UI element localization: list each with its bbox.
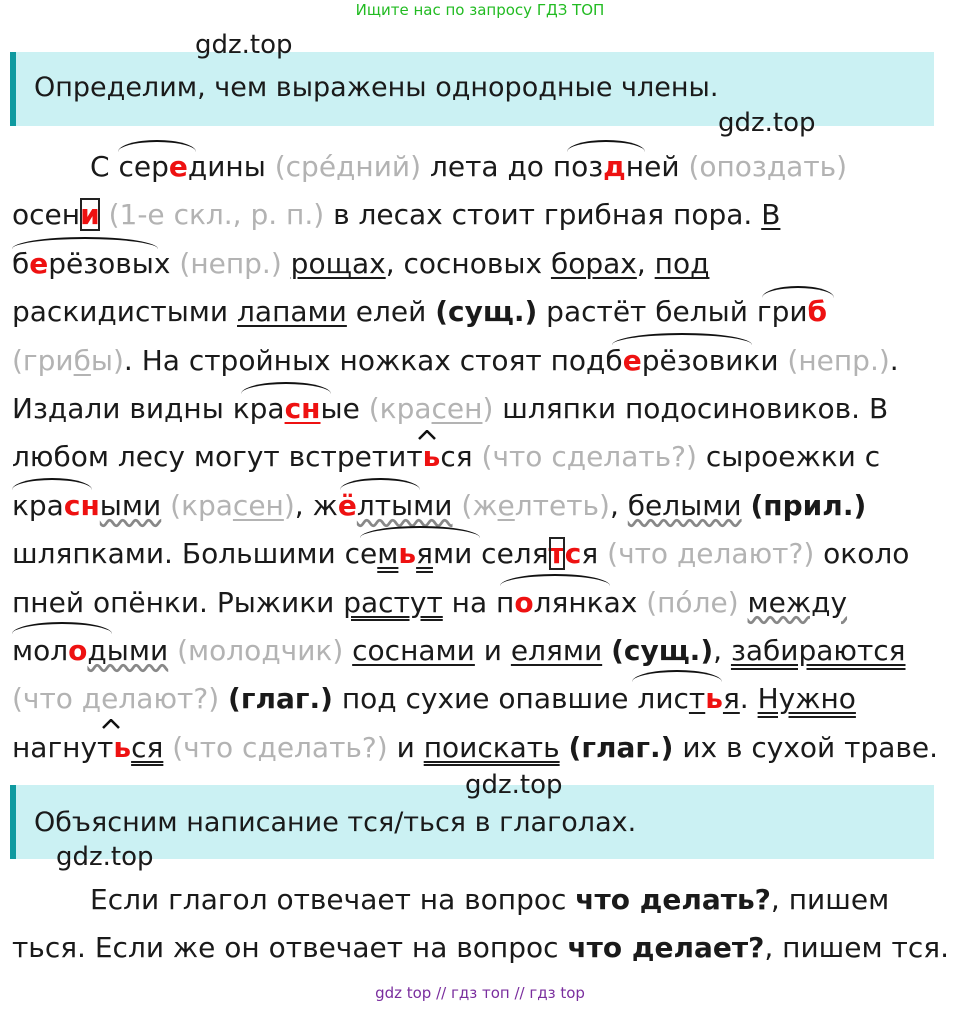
text-segment: , xyxy=(294,488,313,522)
text-segment: сыроежки с xyxy=(696,440,881,474)
explanation-text-part: Если глагол отвечает на вопрос xyxy=(90,883,576,916)
text-segment: ми селя xyxy=(432,537,549,571)
text-line xyxy=(12,627,947,675)
text-segment: пней опёнки. Рыжики xyxy=(12,585,344,619)
highlighted-letter: е xyxy=(168,150,188,183)
hint-word: (что делают?) xyxy=(12,682,220,716)
explanation-text-part: ться. Если же он отвечает на вопрос xyxy=(12,931,568,965)
hint-word: ы) xyxy=(90,343,124,377)
highlighted-letter: о xyxy=(514,585,534,619)
text-segment: ) xyxy=(482,391,494,425)
highlighted-letter: ь xyxy=(705,682,723,716)
text-segment: (гри xyxy=(12,343,74,377)
footer-links: gdz top // гдз топ // гдз top xyxy=(375,984,585,1002)
highlighted-letter: сн xyxy=(284,391,321,425)
watermark: gdz.top xyxy=(56,842,154,872)
text-segment: рощах xyxy=(290,246,386,280)
text-segment: дины xyxy=(187,150,275,183)
explanation-text-part: , пишем тся. xyxy=(764,931,949,965)
text-segment: , сосновых xyxy=(385,246,551,280)
text-segment: растёт белый гри xyxy=(537,295,808,329)
text-segment: нагнут xyxy=(12,730,114,764)
text-segment: соснами xyxy=(352,633,475,667)
hint-word: (непр.) xyxy=(787,343,890,377)
watermark: gdz.top xyxy=(465,770,563,800)
text-segment: ся xyxy=(440,440,482,474)
text-segment: поискать xyxy=(423,730,560,764)
text-segment: и xyxy=(387,730,424,764)
explanation-text xyxy=(12,876,947,973)
explanation-line-1 xyxy=(12,876,947,924)
suffix-roof xyxy=(418,430,436,440)
root-arc xyxy=(118,140,196,152)
text-segment: ся xyxy=(131,730,164,764)
text-segment: забираются xyxy=(730,633,906,667)
highlighted-letter: с xyxy=(564,537,582,571)
text-segment: лтеть) xyxy=(514,488,610,522)
section-title-2: Объясним написание тся/ться в глаголах. xyxy=(34,807,637,838)
text-segment: шляпками. Большими се xyxy=(12,537,378,571)
highlighted-letter: и xyxy=(80,198,100,232)
text-segment xyxy=(168,634,177,667)
text-segment: я xyxy=(581,537,608,571)
text-segment: б xyxy=(73,343,91,377)
suffix-roof xyxy=(102,719,120,729)
hint-word: (молодчик) xyxy=(177,633,344,667)
text-line xyxy=(12,385,947,433)
text-segment: ней xyxy=(625,150,689,183)
text-segment: . xyxy=(889,343,899,377)
root-arc xyxy=(567,140,645,152)
explanation-line-2 xyxy=(12,924,947,972)
text-segment: (прил.) xyxy=(750,488,867,522)
text-segment: я xyxy=(722,682,740,716)
highlighted-letter: т xyxy=(548,537,565,571)
highlighted-letter: е xyxy=(622,343,642,377)
text-line xyxy=(12,724,947,772)
text-segment: лапами xyxy=(237,295,347,329)
text-segment: в лесах стоит грибная пора. xyxy=(324,198,762,232)
question-bold: что делает? xyxy=(567,931,765,965)
hint-word: (по́ле) xyxy=(646,585,739,619)
text-segment: дыми xyxy=(87,633,169,667)
text-segment xyxy=(602,634,611,667)
text-line xyxy=(12,191,947,239)
text-segment: , xyxy=(713,633,731,667)
text-segment: т xyxy=(688,682,706,716)
exercise-text xyxy=(12,143,947,772)
text-segment: сер xyxy=(118,150,169,183)
watermark: gdz.top xyxy=(718,108,816,138)
highlighted-letter: ь xyxy=(113,730,132,764)
text-segment: (глаг.) xyxy=(568,730,674,764)
text-segment xyxy=(739,586,748,619)
text-segment: , xyxy=(636,246,655,280)
text-segment: кра xyxy=(12,488,64,522)
text-line xyxy=(12,675,947,723)
highlighted-letter: е xyxy=(29,246,49,280)
text-segment: ж xyxy=(312,488,338,522)
text-segment: . xyxy=(739,682,758,716)
text-line xyxy=(12,579,947,627)
highlighted-letter: ь xyxy=(422,440,441,474)
text-segment xyxy=(560,731,569,764)
text-segment: , xyxy=(609,488,628,522)
highlighted-letter: о xyxy=(68,633,88,667)
text-segment: лянках xyxy=(533,585,647,619)
text-segment: и xyxy=(474,633,511,667)
highlighted-letter: ь xyxy=(398,537,417,571)
text-segment: (кра xyxy=(170,488,233,522)
text-segment: елями xyxy=(510,633,603,667)
text-segment: под сухие опавшие лис xyxy=(332,682,689,716)
top-note: Ищите нас по запросу ГДЗ ТОП xyxy=(355,1,605,19)
text-segment xyxy=(742,489,751,522)
text-segment: (ж xyxy=(461,488,498,522)
hint-word: (что сделать?) xyxy=(481,440,697,474)
text-segment: осен xyxy=(12,198,81,232)
text-segment: любом лесу могут встретит xyxy=(12,440,423,474)
text-segment: около xyxy=(814,537,910,571)
text-segment: ыми xyxy=(99,488,162,522)
text-segment: (глаг.) xyxy=(228,682,333,716)
hint-word: (непр.) xyxy=(179,246,282,280)
text-segment: рёзовых xyxy=(48,246,180,280)
explanation-text-part: , пишем xyxy=(770,883,890,916)
text-segment: м xyxy=(377,537,399,571)
watermark: gdz.top xyxy=(195,30,293,60)
text-segment: ) xyxy=(283,488,295,522)
text-segment: (сущ.) xyxy=(435,295,538,329)
text-segment: на п xyxy=(442,585,515,619)
text-segment xyxy=(100,198,109,231)
text-segment: ые xyxy=(320,391,369,425)
hint-word: (1-е скл., р. п.) xyxy=(108,198,325,232)
hint-word: (что делают?) xyxy=(607,537,815,571)
text-line xyxy=(12,337,947,385)
highlighted-letter: сн xyxy=(63,488,100,522)
highlighted-letter: ё xyxy=(337,488,357,522)
text-segment: раскидистыми xyxy=(12,295,238,329)
text-segment: б xyxy=(12,246,30,280)
text-segment: сен xyxy=(431,391,483,425)
text-segment: шляпки подосиновиков. В xyxy=(493,391,889,425)
text-segment xyxy=(343,634,352,667)
text-segment: растут xyxy=(343,585,443,619)
text-segment: мол xyxy=(12,633,69,667)
text-segment xyxy=(282,247,291,280)
text-segment xyxy=(163,731,172,764)
highlighted-letter: б xyxy=(807,295,828,329)
text-segment: поз xyxy=(552,150,604,183)
text-segment: В xyxy=(761,198,781,232)
hint-word: (сре́дний) xyxy=(274,150,422,183)
text-segment: лета до xyxy=(421,150,553,183)
text-segment: Издали видны кра xyxy=(12,391,285,425)
section-title-1: Определим, чем выражены однородные члены. xyxy=(34,72,719,103)
text-segment: рёзовики xyxy=(641,343,788,377)
text-segment: их в сухой траве. xyxy=(673,730,939,764)
text-segment: (кра xyxy=(368,391,432,425)
highlighted-letter: д xyxy=(603,150,626,183)
text-segment: борах xyxy=(550,246,637,280)
text-segment: . На стройных ножках стоят подб xyxy=(123,343,623,377)
text-segment: я xyxy=(416,537,433,571)
text-segment: Нужно xyxy=(757,682,856,716)
hint-word: (что сделать?) xyxy=(172,730,388,764)
question-bold: что делать? xyxy=(575,883,771,916)
text-segment xyxy=(219,682,228,715)
text-segment: белыми xyxy=(627,488,742,522)
text-segment: сен xyxy=(232,488,284,522)
text-segment xyxy=(161,489,170,522)
text-segment: (сущ.) xyxy=(611,633,714,667)
text-segment: С xyxy=(90,150,119,183)
text-segment: елей xyxy=(346,295,436,329)
hint-word: (опоздать) xyxy=(688,150,848,183)
text-segment: под xyxy=(654,246,710,280)
text-line xyxy=(12,433,947,481)
text-line xyxy=(12,482,947,530)
text-segment: лтыми xyxy=(356,488,453,522)
text-segment: е xyxy=(497,488,515,522)
text-segment: между xyxy=(747,585,848,619)
